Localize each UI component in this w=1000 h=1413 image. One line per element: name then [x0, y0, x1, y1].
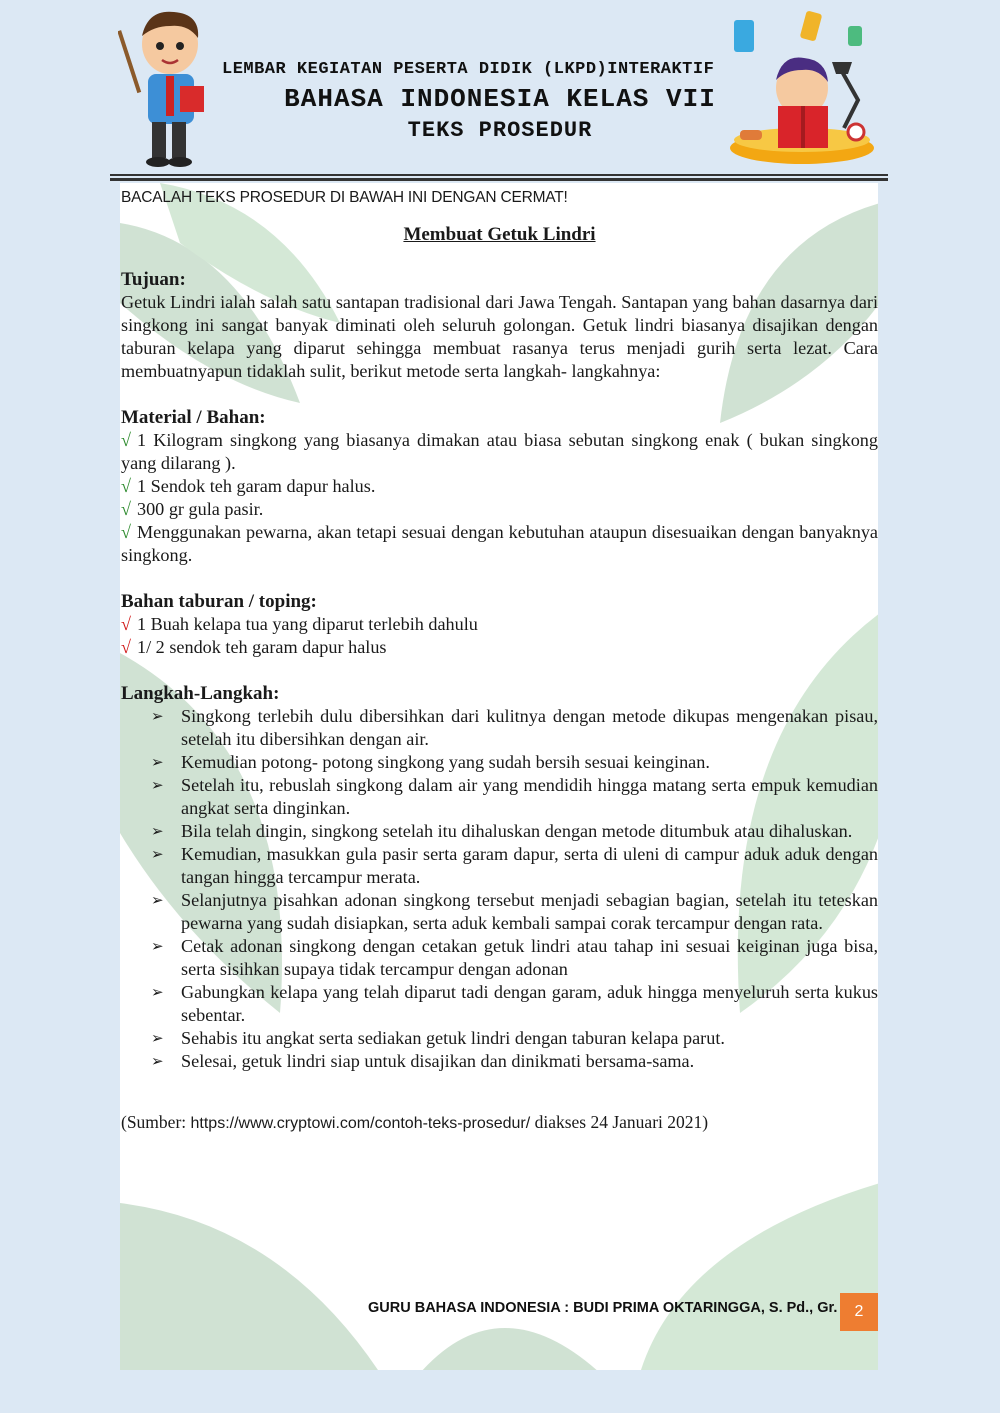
langkah-item: ➢ Gabungkan kelapa yang telah diparut tadi dengan garam, aduk hingga menyeluruh serta kukus sebentar. — [151, 982, 878, 1025]
langkah-item: ➢ Setelah itu, rebuslah singkong dalam air yang mendidih hingga matang serta empuk kemudian angkat serta dinginkan. — [151, 775, 878, 818]
arrow-bullet-icon: ➢ — [151, 937, 164, 955]
leaf-decoration-icon — [120, 1163, 878, 1370]
langkah-item: ➢ Bila telah dingin, singkong setelah itu dihaluskan dengan metode ditumbuk atau dihaluskan. — [151, 821, 853, 841]
langkah-item: ➢ Sehabis itu angkat serta sediakan getuk lindri dengan taburan kelapa parut. — [151, 1028, 725, 1048]
langkah-item: ➢ Singkong terlebih dulu dibersihkan dari kulitnya dengan metode dikupas mengenakan pisau, setelah itu dibersihkan dengan air. — [151, 706, 878, 749]
source-citation: (Sumber: https://www.cryptowi.com/contoh-teks-prosedur/ diakses 24 Januari 2021) — [121, 1112, 709, 1132]
check-icon: √ — [121, 430, 131, 450]
bahan-item: √ 300 gr gula pasir. — [121, 499, 264, 519]
arrow-bullet-icon: ➢ — [151, 776, 164, 794]
footer-author: GURU BAHASA INDONESIA : BUDI PRIMA OKTARINGGA, S. Pd., Gr. — [368, 1300, 838, 1316]
header-divider-thin — [110, 174, 888, 176]
tujuan-paragraph: Getuk Lindri ialah salah satu santapan tradisional dari Jawa Tengah. Santapan yang bahan dasarnya dari singkong ini sangat banyak diminati oleh seluruh golongan. Getuk lindri biasanya disajikan dengan taburan kelapa yang diparut sehingga membuat rasanya terus menjadi gurih serta lezat. Cara membuatnyapun tidaklah sulit, berikut metode serta langkah- langkahnya: — [121, 292, 878, 381]
header-divider-thick — [110, 178, 888, 181]
check-icon: √ — [121, 522, 131, 542]
source-link[interactable]: https://www.cryptowi.com/contoh-teks-prosedur/ — [190, 1115, 531, 1132]
langkah-item: ➢ Selesai, getuk lindri siap untuk disajikan dan dinikmati bersama-sama. — [151, 1051, 695, 1071]
arrow-bullet-icon: ➢ — [151, 753, 164, 771]
langkah-list — [121, 705, 878, 1073]
taburan-heading: Bahan taburan / toping: — [121, 591, 317, 612]
arrow-bullet-icon: ➢ — [151, 1052, 164, 1070]
reading-instruction: BACALAH TEKS PROSEDUR DI BAWAH INI DENGAN CERMAT! — [121, 189, 568, 206]
check-icon: √ — [121, 637, 131, 657]
bahan-heading: Material / Bahan: — [121, 407, 266, 428]
taburan-item: √ 1 Buah kelapa tua yang diparut terlebih dahulu — [121, 614, 478, 634]
header-title: BAHASA INDONESIA KELAS VII — [284, 84, 716, 114]
bahan-item: √ 1 Sendok teh garam dapur halus. — [121, 476, 376, 496]
arrow-bullet-icon: ➢ — [151, 1029, 164, 1047]
arrow-bullet-icon: ➢ — [151, 891, 164, 909]
header-topic: TEKS PROSEDUR — [407, 118, 593, 143]
taburan-item: √ 1/ 2 sendok teh garam dapur halus — [121, 637, 387, 657]
document-title: Membuat Getuk Lindri — [403, 224, 596, 245]
header-subtitle: LEMBAR KEGIATAN PESERTA DIDIK (LKPD)INTERAKTIF — [222, 60, 715, 79]
bahan-item: √ Menggunakan pewarna, akan tetapi sesuai dengan kebutuhan ataupun disesuaikan dengan banyaknya singkong. — [121, 522, 878, 565]
arrow-bullet-icon: ➢ — [151, 845, 164, 863]
langkah-item: ➢ Selanjutnya pisahkan adonan singkong tersebut menjadi sebagian bagian, setelah itu teteskan pewarna yang sudah disiapkan, serta aduk kembali sampai corak tercampur dengan rata. — [151, 890, 878, 933]
check-icon: √ — [121, 476, 131, 496]
arrow-bullet-icon: ➢ — [151, 707, 164, 725]
bahan-item: √ 1 Kilogram singkong yang biasanya dimakan atau biasa sebutan singkong enak ( bukan singkong yang dilarang ). — [121, 430, 878, 473]
arrow-bullet-icon: ➢ — [151, 822, 164, 840]
document-content — [121, 183, 878, 1135]
langkah-item: ➢ Kemudian potong- potong singkong yang sudah bersih sesuai keinginan. — [151, 752, 710, 772]
langkah-item: ➢ Cetak adonan singkong dengan cetakan getuk lindri atau tahap ini sesuai keiginan juga bisa, serta sisihkan supaya tidak tercampur dengan adonan — [151, 936, 878, 979]
check-icon: √ — [121, 614, 131, 634]
page-number-badge: 2 — [840, 1293, 878, 1331]
langkah-item: ➢ Kemudian, masukkan gula pasir serta garam dapur, serta di uleni di campur aduk aduk dengan tangan hingga tercampur merata. — [151, 844, 878, 887]
arrow-bullet-icon: ➢ — [151, 983, 164, 1001]
check-icon: √ — [121, 499, 131, 519]
tujuan-heading: Tujuan: — [121, 269, 186, 290]
langkah-heading: Langkah-Langkah: — [121, 683, 280, 704]
